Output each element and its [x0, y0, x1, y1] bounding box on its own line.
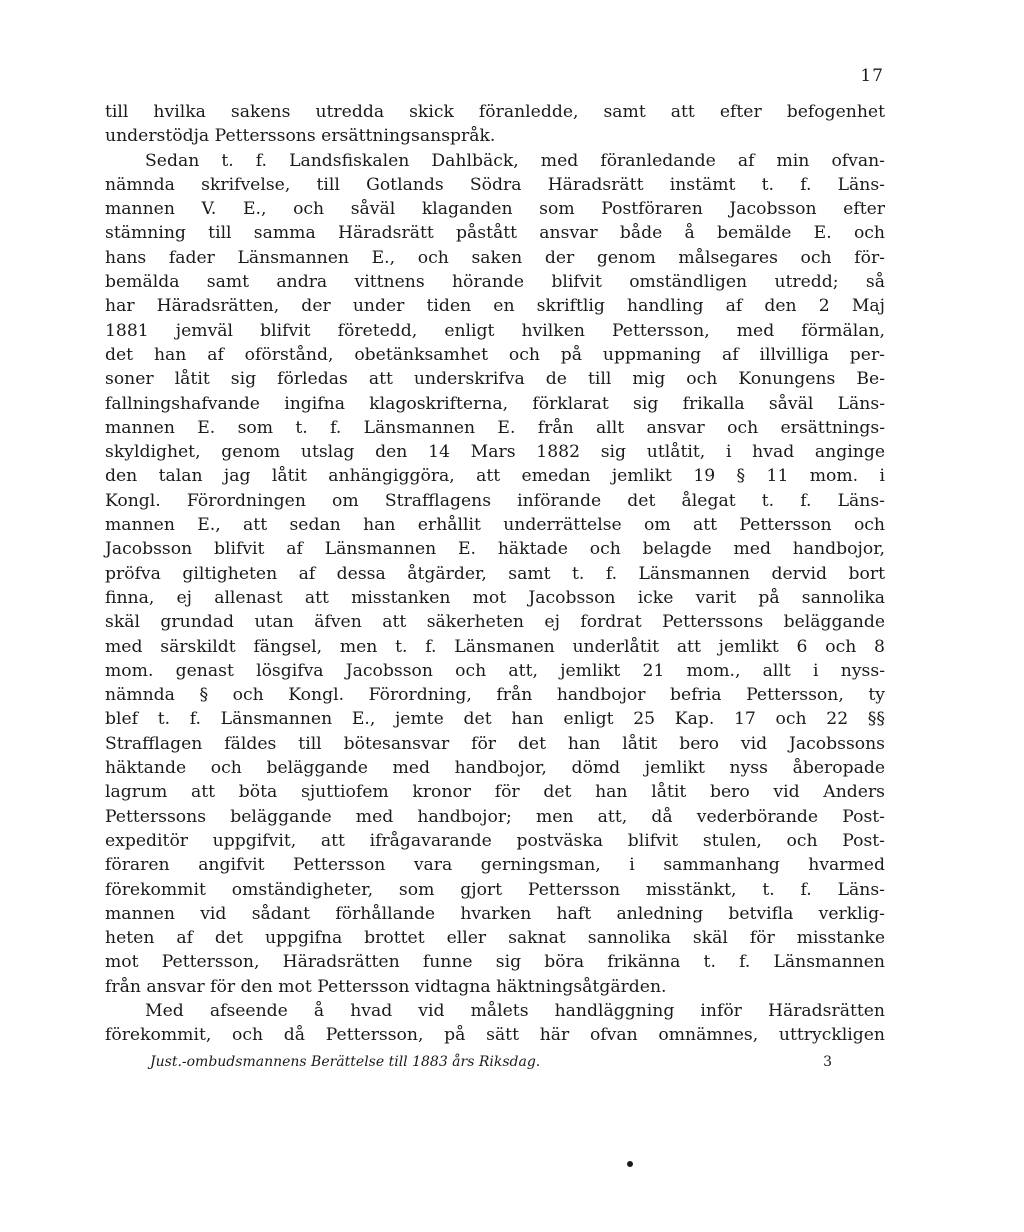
- text-line: häktande och beläggande med handbojor, dömd jemlikt nyss åberopade: [105, 758, 885, 779]
- text-line: mannen E. som t. f. Länsmannen E. från allt ansvar och ersättnings-: [105, 417, 885, 438]
- text-line: Kongl. Förordningen om Strafflagens införande det ålegat t. f. Läns-: [105, 490, 885, 511]
- text-line: den talan jag låtit anhängiggöra, att emedan jemlikt 19 § 11 mom. i: [105, 466, 885, 487]
- text-line: har Häradsrätten, der under tiden en skriftlig handling af den 2 Maj: [105, 296, 885, 317]
- text-line: hans fader Länsmannen E., och saken der genom målsegares och för-: [105, 247, 885, 268]
- stray-dot-mark: [627, 1161, 633, 1167]
- text-line: finna, ej allenast att misstanken mot Jacobsson icke varit på sannolika: [105, 587, 885, 608]
- text-line: nämnda skrifvelse, till Gotlands Södra Häradsrätt instämt t. f. Läns-: [105, 174, 885, 195]
- text-line: Sedan t. f. Landsfiskalen Dahlbäck, med föranledande af min ofvan-: [145, 150, 885, 171]
- text-line: förekommit, och då Pettersson, på sätt här ofvan omnämnes, uttryckligen: [105, 1025, 885, 1046]
- text-line: soner låtit sig förledas att underskrifva de till mig och Konungens Be-: [105, 369, 885, 390]
- text-line: fallningshafvande ingifna klagoskrifterna, förklarat sig frikalla såväl Läns-: [105, 393, 885, 414]
- text-line: Strafflagen fäldes till bötesansvar för det han låtit bero vid Jacobssons: [105, 733, 885, 754]
- text-line: Petterssons beläggande med handbojor; men att, då vederbörande Post-: [105, 806, 885, 827]
- text-line: mannen vid sådant förhållande hvarken haft anledning betvifla verklig-: [105, 903, 885, 924]
- text-line: blef t. f. Länsmannen E., jemte det han enligt 25 Kap. 17 och 22 §§: [105, 709, 885, 730]
- text-line: bemälda samt andra vittnens hörande blifvit omständligen utredd; så: [105, 272, 885, 293]
- text-line: det han af oförstånd, obetänksamhet och på uppmaning af illvilliga per-: [105, 344, 885, 365]
- text-line: mot Pettersson, Häradsrätten funne sig böra frikänna t. f. Länsmannen: [105, 952, 885, 973]
- body-text: [105, 100, 885, 1048]
- text-line: pröfva giltigheten af dessa åtgärder, samt t. f. Länsmannen dervid bort: [105, 563, 885, 584]
- footer-title: Just.-ombudsmannens Berättelse till 1883 års Riksdag.: [150, 1054, 541, 1070]
- text-line: föraren angifvit Pettersson vara gerningsman, i sammanhang hvarmed: [105, 855, 885, 876]
- signature-mark: 3: [823, 1054, 832, 1070]
- text-line: med särskildt fängsel, men t. f. Länsmanen underlåtit att jemlikt 6 och 8: [105, 636, 885, 657]
- text-line: 1881 jemväl blifvit företedd, enligt hvilken Pettersson, med förmälan,: [105, 320, 885, 341]
- page-number: 17: [860, 66, 884, 86]
- text-line: mom. genast lösgifva Jacobsson och att, jemlikt 21 mom., allt i nyss-: [105, 660, 885, 681]
- text-line: från ansvar för den mot Pettersson vidtagna häktningsåtgärden.: [105, 976, 667, 997]
- text-line: Med afseende å hvad vid målets handläggning inför Häradsrätten: [145, 1000, 885, 1021]
- page-footer: [150, 1054, 832, 1070]
- text-line: skyldighet, genom utslag den 14 Mars 1882 sig utlåtit, i hvad anginge: [105, 442, 885, 463]
- text-line: mannen E., att sedan han erhållit underrättelse om att Pettersson och: [105, 515, 885, 536]
- text-line: till hvilka sakens utredda skick föranledde, samt att efter befogenhet: [105, 102, 885, 122]
- text-line: stämning till samma Häradsrätt påstått ansvar både å bemälde E. och: [105, 223, 885, 244]
- text-line: mannen V. E., och såväl klaganden som Postföraren Jacobsson efter: [105, 199, 885, 220]
- text-line: understödja Petterssons ersättningsanspråk.: [105, 126, 496, 147]
- text-line: lagrum att böta sjuttiofem kronor för det han låtit bero vid Anders: [105, 782, 885, 803]
- text-line: skäl grundad utan äfven att säkerheten ej fordrat Petterssons beläggande: [105, 612, 885, 633]
- text-line: förekommit omständigheter, som gjort Pettersson misstänkt, t. f. Läns-: [105, 879, 885, 900]
- text-line: heten af det uppgifna brottet eller saknat sannolika skäl för misstanke: [105, 928, 885, 949]
- text-line: Jacobsson blifvit af Länsmannen E. häktade och belagde med handbojor,: [105, 539, 885, 560]
- text-line: nämnda § och Kongl. Förordning, från handbojor befria Pettersson, ty: [105, 685, 885, 706]
- text-line: expeditör uppgifvit, att ifrågavarande postväska blifvit stulen, och Post-: [105, 830, 885, 851]
